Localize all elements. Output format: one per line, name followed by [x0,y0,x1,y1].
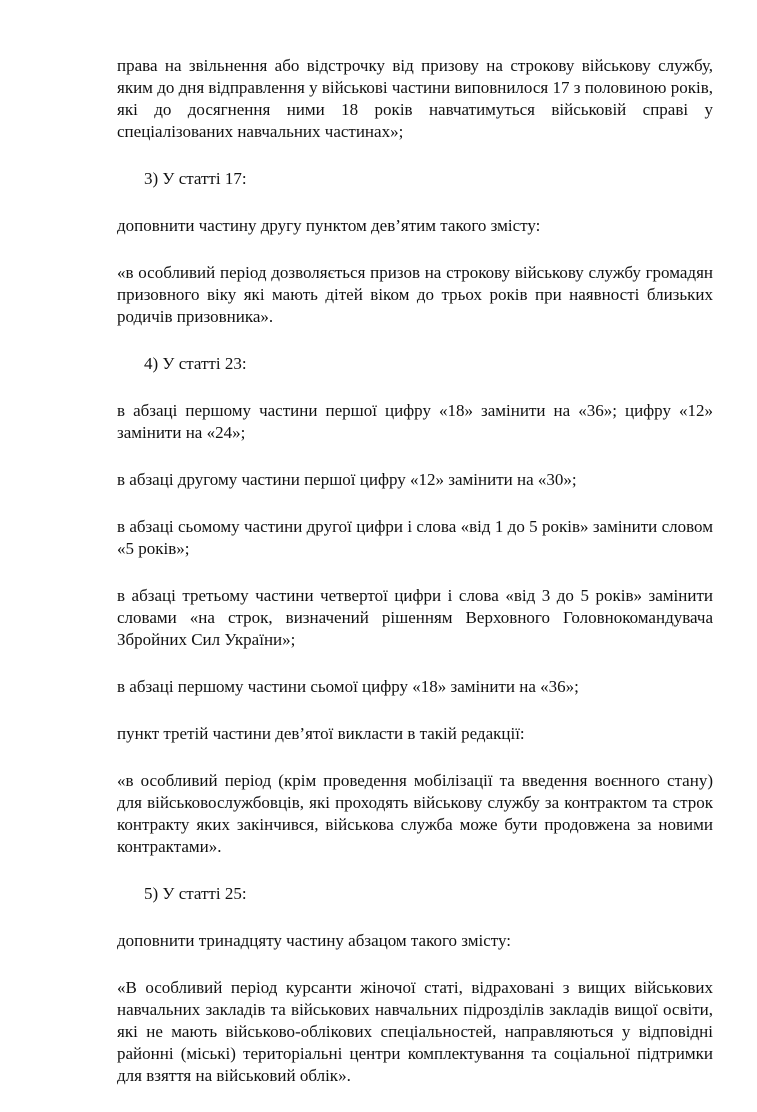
quoted-text-paragraph: «В особливий період курсанти жіночої статі, відраховані з вищих військових навчальних закладів та військових навчальних підрозділів закладів вищої освіти, які не мають військово-облікових спеціальностей, направляються у відповідні районні (міські) територіальні центри комплектування та соціальної підтримки для взяття на військовий облік». [117,978,713,1085]
item-heading-article-17: 3) У статті 17: [144,169,247,188]
instruction-paragraph: пункт третій частини дев’ятої викласти в такій редакції: [117,724,525,743]
instruction-paragraph: доповнити тринадцяту частину абзацом такого змісту: [117,931,511,950]
quoted-text-paragraph: «в особливий період дозволяється призов на строкову військову службу громадян призовного віку які мають дітей віком до трьох років при наявності близьких родичів призовника». [117,263,713,326]
instruction-paragraph: доповнити частину другу пунктом дев’ятим такого змісту: [117,216,541,235]
instruction-paragraph: в абзаці першому частини сьомої цифру «18» замінити на «36»; [117,677,579,696]
quoted-text-paragraph: «в особливий період (крім проведення мобілізації та введення воєнного стану) для військовослужбовців, які проходять військову службу за контрактом та строк контракту яких закінчився, військова служба може бути продовжена за новими контрактами». [117,771,713,856]
instruction-paragraph: в абзаці першому частини першої цифру «18» замінити на «36»; цифру «12» замінити на «24»; [117,401,713,442]
instruction-paragraph: в абзаці сьомому частини другої цифри і слова «від 1 до 5 років» замінити словом «5 років»; [117,517,713,558]
item-heading-article-25: 5) У статті 25: [144,884,247,903]
instruction-paragraph: в абзаці третьому частини четвертої цифри і слова «від 3 до 5 років» замінити словами «на строк, визначений рішенням Верховного Головнокомандувача Збройних Сил України»; [117,586,713,649]
document-body [117,55,713,1112]
item-heading-article-23: 4) У статті 23: [144,354,247,373]
continuation-paragraph: права на звільнення або відстрочку від призову на строкову військову службу, яким до дня відправлення у військові частини виповнилося 17 з половиною років, які до досягнення ними 18 років навчатимуться військовій справі у спеціалізованих навчальних частинах»; [117,56,713,141]
instruction-paragraph: в абзаці другому частини першої цифру «12» замінити на «30»; [117,470,577,489]
